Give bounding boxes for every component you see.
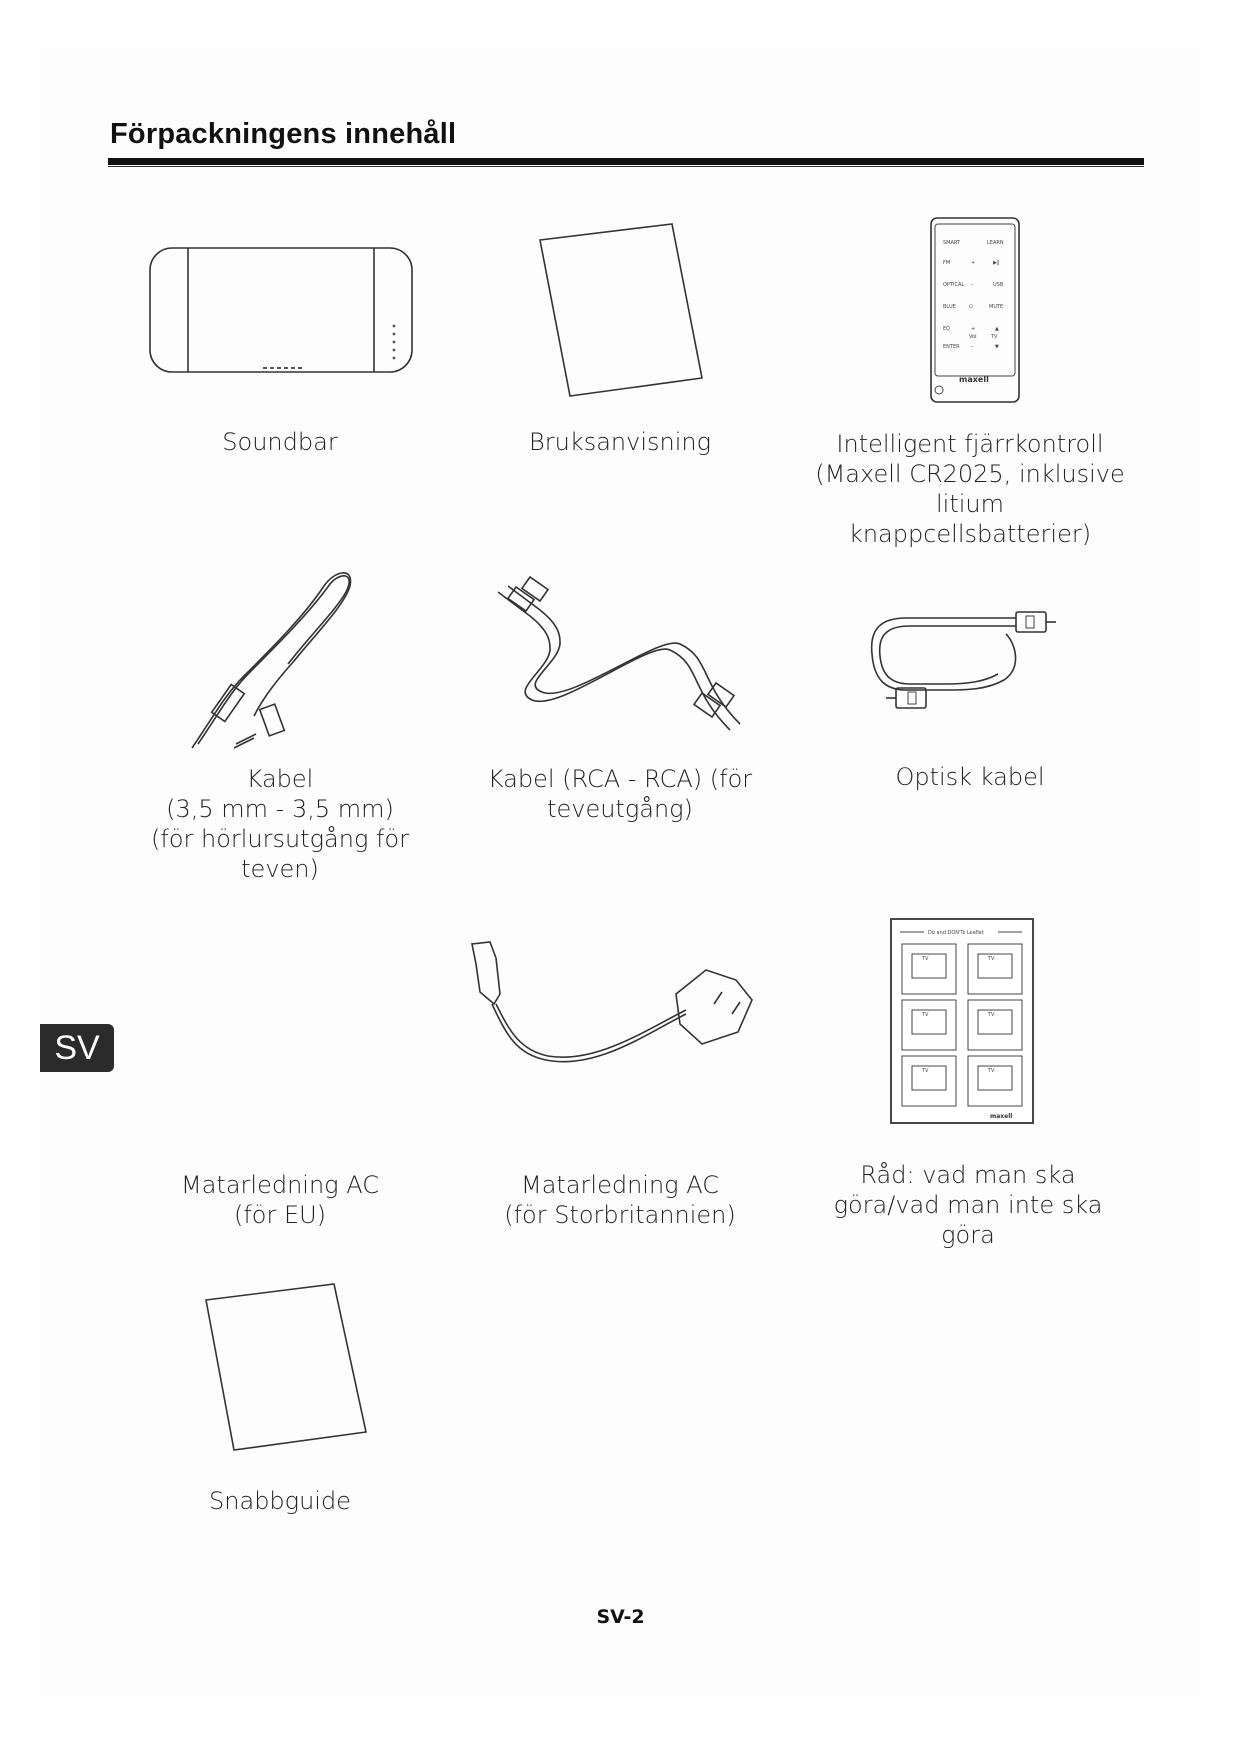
item-caption-leaflet: Råd: vad man ska göra/vad man inte ska göra xyxy=(833,1161,1103,1249)
svg-text:EQ: EQ xyxy=(943,326,951,332)
item-caption-rca-cable: Kabel (RCA - RCA) (för teveutgång) xyxy=(487,765,753,823)
svg-text:–: – xyxy=(971,344,974,350)
svg-text:▶‖: ▶‖ xyxy=(993,260,1000,266)
svg-text:TV: TV xyxy=(988,956,995,962)
svg-text:BLUE: BLUE xyxy=(943,304,956,310)
svg-text:+: + xyxy=(971,260,976,266)
svg-text:MUTE: MUTE xyxy=(989,304,1004,310)
soundbar-illustration xyxy=(148,246,414,376)
svg-text:LEARN: LEARN xyxy=(987,240,1004,246)
leaflet-illustration xyxy=(890,918,1034,1124)
quick-guide-illustration xyxy=(204,1282,370,1452)
item-caption-eu-power-cord: Matarledning AC (för EU) xyxy=(181,1171,379,1229)
item-caption-quick-guide: Snabbguide xyxy=(209,1487,351,1515)
svg-text:maxell: maxell xyxy=(959,375,989,384)
svg-text:TV: TV xyxy=(922,1012,929,1018)
svg-text:maxell: maxell xyxy=(990,1113,1013,1120)
svg-text:⏻: ⏻ xyxy=(969,304,973,310)
manual-illustration xyxy=(536,222,706,400)
svg-text:Vol: Vol xyxy=(969,334,977,340)
svg-text:USB: USB xyxy=(993,282,1004,288)
svg-text:▲: ▲ xyxy=(995,326,999,332)
leaflet-heading-text: Do and DON'Ts Leaflet xyxy=(928,930,984,936)
svg-text:OPTICAL: OPTICAL xyxy=(943,282,965,288)
page-number: SV-2 xyxy=(596,1606,645,1628)
title-rule-thin xyxy=(108,166,1144,167)
optical-cable-illustration xyxy=(866,604,1066,714)
svg-text:TV: TV xyxy=(988,1068,995,1074)
aux-cable-illustration xyxy=(184,566,364,756)
remote-control-illustration xyxy=(929,216,1021,406)
language-tab: SV xyxy=(40,1024,114,1072)
svg-text:TV: TV xyxy=(991,334,998,340)
svg-text:SMART: SMART xyxy=(943,240,961,246)
svg-text:TV: TV xyxy=(922,956,929,962)
svg-text:TV: TV xyxy=(922,1068,929,1074)
item-caption-optical-cable: Optisk kabel xyxy=(895,763,1045,791)
item-caption-remote: Intelligent fjärrkontroll (Maxell CR2025, inklusive litium knappcellsbatterier) xyxy=(815,430,1125,548)
item-caption-soundbar: Soundbar xyxy=(222,428,338,456)
rca-cable-illustration xyxy=(490,580,744,738)
item-caption-uk-power-cord: Matarledning AC (för Storbritannien) xyxy=(504,1171,736,1229)
svg-text:FM: FM xyxy=(943,260,951,266)
svg-text:–: – xyxy=(971,282,974,288)
svg-text:ENTER: ENTER xyxy=(943,344,960,350)
page-title: Förpackningens innehåll xyxy=(110,118,457,150)
svg-text:+: + xyxy=(971,326,976,332)
uk-power-cord-illustration xyxy=(466,934,756,1082)
item-caption-aux-cable: Kabel (3,5 mm - 3,5 mm) (för hörlursutgång för teven) xyxy=(151,765,409,883)
svg-text:TV: TV xyxy=(988,1012,995,1018)
item-caption-manual: Bruksanvisning xyxy=(529,428,711,456)
svg-text:▼: ▼ xyxy=(995,344,999,350)
title-rule xyxy=(108,158,1144,165)
